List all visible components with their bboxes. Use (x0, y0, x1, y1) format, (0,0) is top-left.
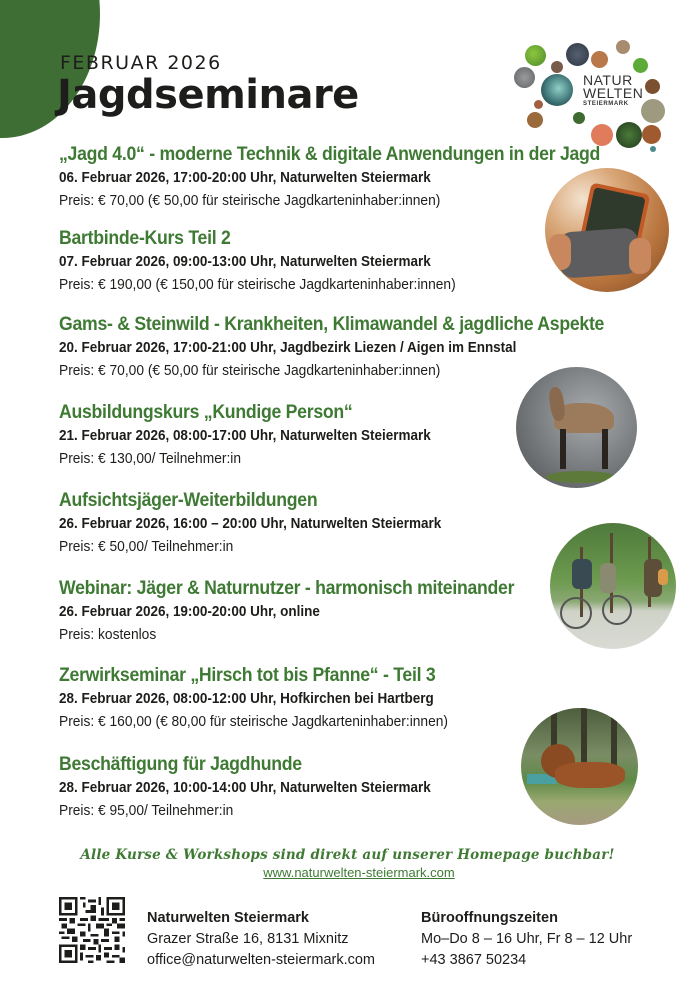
event-date: 06. Februar 2026, 17:00-20:00 Uhr, Naturwelten Steiermark (59, 170, 431, 186)
footer-office-hours (421, 908, 632, 971)
event-item (59, 228, 477, 295)
event-title: „Jagd 4.0“ - moderne Technik & digitale Anwendungen in der Jagd (59, 144, 601, 165)
event-price: Preis: € 50,00/ Teilnehmer:in (59, 539, 234, 555)
footer-email-link[interactable]: office@naturwelten-steiermark.com (147, 952, 376, 968)
event-title: Zerwirkseminar „Hirsch tot bis Pfanne“ - Teil 3 (59, 665, 436, 686)
logo-line-natur: NATUR (583, 72, 633, 88)
event-item (59, 665, 468, 732)
event-price: Preis: € 190,00 (€ 150,00 für steirische Jagdkarteninhaber:innen) (59, 277, 456, 293)
page-title: Jagdseminare (57, 72, 359, 118)
footer-phone-link[interactable]: +43 3867 50234 (421, 952, 527, 968)
event-price: Preis: € 95,00/ Teilnehmer:in (59, 803, 234, 819)
event-price: Preis: € 70,00 (€ 50,00 für steirische Jagdkarteninhaber:innen) (59, 363, 441, 379)
qr-code-icon[interactable] (59, 897, 125, 963)
event-date: 07. Februar 2026, 09:00-13:00 Uhr, Naturwelten Steiermark (59, 254, 431, 270)
event-item (59, 490, 470, 557)
footer-address: Grazer Straße 16, 8131 Mixnitz (147, 931, 349, 947)
event-title: Bartbinde-Kurs Teil 2 (59, 228, 231, 249)
booking-call-to-action: Alle Kurse & Workshops sind direkt auf unserer Homepage buchbar! (80, 847, 615, 863)
event-date: 21. Februar 2026, 08:00-17:00 Uhr, Naturwelten Steiermark (59, 428, 431, 444)
homepage-link[interactable]: www.naturwelten-steiermark.com (263, 865, 455, 880)
footer-hours: Mo–Do 8 – 16 Uhr, Fr 8 – 12 Uhr (421, 931, 633, 947)
logo-line-welten: WELTEN (583, 85, 644, 101)
event-date: 28. Februar 2026, 10:00-14:00 Uhr, Naturwelten Steiermark (59, 780, 431, 796)
event-date: 28. Februar 2026, 08:00-12:00 Uhr, Hofkirchen bei Hartberg (59, 691, 434, 707)
event-item (59, 578, 548, 645)
event-date: 26. Februar 2026, 19:00-20:00 Uhr, online (59, 604, 320, 620)
footer-org-name: Naturwelten Steiermark (147, 910, 309, 926)
hunting-dog-photo (521, 708, 638, 825)
event-title: Beschäftigung für Jagdhunde (59, 754, 302, 775)
event-price: Preis: € 70,00 (€ 50,00 für steirische Jagdkarteninhaber:innen) (59, 193, 441, 209)
event-title: Aufsichtsjäger-Weiterbildungen (59, 490, 318, 511)
chamois-photo (516, 367, 637, 488)
event-price: Preis: € 160,00 (€ 80,00 für steirische Jagdkarteninhaber:innen) (59, 714, 449, 730)
footer-contact (147, 908, 375, 971)
event-date: 26. Februar 2026, 16:00 – 20:00 Uhr, Naturwelten Steiermark (59, 516, 442, 532)
event-price: Preis: € 130,00/ Teilnehmer:in (59, 451, 241, 467)
event-title: Webinar: Jäger & Naturnutzer - harmonisch miteinander (59, 578, 515, 599)
footer-hours-title: Bürooffnungszeiten (421, 910, 558, 926)
hikers-cyclists-photo (550, 523, 676, 649)
logo-text (583, 74, 643, 108)
drone-controller-photo (545, 168, 669, 292)
page-subtitle-month: FEBRUAR 2026 (60, 52, 222, 74)
event-item (59, 402, 459, 469)
logo-line-steiermark: STEIERMARK (583, 101, 629, 107)
event-price: Preis: kostenlos (59, 627, 157, 643)
event-title: Gams- & Steinwild - Krankheiten, Klimawandel & jagdliche Aspekte (59, 314, 605, 335)
event-title: Ausbildungskurs „Kundige Person“ (59, 402, 353, 423)
event-item (59, 754, 459, 821)
event-date: 20. Februar 2026, 17:00-21:00 Uhr, Jagdbezirk Liezen / Aigen im Ennstal (59, 340, 517, 356)
